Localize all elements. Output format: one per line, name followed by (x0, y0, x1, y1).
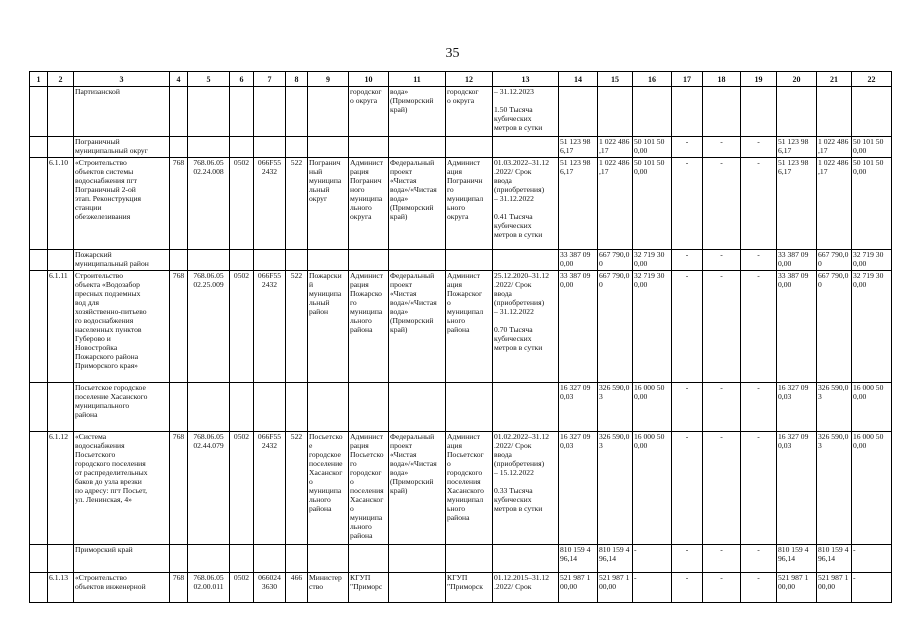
cell-col-3: «Система водоснабжения Посьетского городского поселения от распределительных баков до узла врезки по адресу: пгт Посьет, ул. Ленинская, 4» (74, 432, 170, 545)
investment-table (29, 71, 892, 603)
column-header: 8 (286, 72, 308, 87)
cell-col-4 (170, 137, 188, 158)
cell-col-8: 522 (286, 271, 308, 383)
cell-col-20: 51 123 98 6,17 (777, 158, 817, 250)
cell-col-21: 1 022 486 ,17 (817, 158, 852, 250)
cell-col-20: 51 123 98 6,17 (777, 137, 817, 158)
cell-col-17: - (672, 383, 703, 432)
cell-col-4 (170, 383, 188, 432)
cell-col-21: 326 590,0 3 (817, 432, 852, 545)
cell-col-22: 32 719 30 0,00 (852, 271, 892, 383)
cell-col-12 (446, 250, 493, 271)
cell-col-10 (349, 545, 389, 573)
cell-col-6: 0502 (230, 573, 254, 603)
cell-col-16: 16 000 50 0,00 (633, 432, 672, 545)
municipality-total-row (30, 137, 892, 158)
cell-col-19 (741, 87, 777, 137)
cell-col-10: Админист рация Пожарско го муниципа льного района (349, 271, 389, 383)
cell-col-18: - (703, 383, 741, 432)
cell-col-17: - (672, 432, 703, 545)
cell-col-12: КГУП "Приморск (446, 573, 493, 603)
column-header: 1 (30, 72, 48, 87)
column-header: 18 (703, 72, 741, 87)
cell-col-8: 522 (286, 158, 308, 250)
cell-col-5 (188, 250, 230, 271)
cell-col-3: «Строительство объектов системы водоснабжения пгт Пограничный 2-ой этап. Реконструкция станции обезжелезивания (74, 158, 170, 250)
cell-col-14: 810 159 4 96,14 (559, 545, 598, 573)
column-header: 17 (672, 72, 703, 87)
cell-col-8 (286, 250, 308, 271)
cell-col-12: Админист ация Посьетског о городского поселения Хасанского муниципал ьного района (446, 432, 493, 545)
cell-col-22: - (852, 545, 892, 573)
cell-col-21: 521 987 1 00,00 (817, 573, 852, 603)
cell-col-4: 768 (170, 432, 188, 545)
column-header: 12 (446, 72, 493, 87)
cell-col-2: 6.1.10 (48, 158, 74, 250)
cell-col-1 (30, 545, 48, 573)
cell-col-9: Посьетско е городское поселение Хасанског о муниципа льного района (308, 432, 349, 545)
cell-col-15: 326 590,0 3 (598, 383, 633, 432)
cell-col-7 (254, 545, 286, 573)
cell-col-6: 0502 (230, 271, 254, 383)
cell-col-14: 33 387 09 0,00 (559, 271, 598, 383)
cell-col-9 (308, 250, 349, 271)
cell-col-11 (389, 137, 446, 158)
cell-col-8 (286, 137, 308, 158)
cell-col-11 (389, 545, 446, 573)
cell-col-10: городског о округа (349, 87, 389, 137)
cell-col-2 (48, 250, 74, 271)
cell-col-17: - (672, 137, 703, 158)
cell-col-14: 51 123 98 6,17 (559, 137, 598, 158)
continuation-row (30, 87, 892, 137)
cell-col-3: «Строительство объектов инженерной (74, 573, 170, 603)
cell-col-15: 667 790,0 0 (598, 271, 633, 383)
cell-col-15: 1 022 486 ,17 (598, 137, 633, 158)
cell-col-4 (170, 87, 188, 137)
municipality-total-row (30, 383, 892, 432)
cell-col-20: 33 387 09 0,00 (777, 250, 817, 271)
cell-col-12 (446, 545, 493, 573)
cell-col-8: 522 (286, 432, 308, 545)
cell-col-14 (559, 87, 598, 137)
cell-col-2 (48, 137, 74, 158)
cell-col-22: - (852, 573, 892, 603)
cell-col-5: 768.06.05 02.00.011 (188, 573, 230, 603)
municipality-total-row (30, 250, 892, 271)
cell-col-5 (188, 137, 230, 158)
cell-col-16: 32 719 30 0,00 (633, 250, 672, 271)
cell-col-17: - (672, 250, 703, 271)
cell-col-9: Пожарски й муниципа льный район (308, 271, 349, 383)
cell-col-22: 32 719 30 0,00 (852, 250, 892, 271)
column-header: 3 (74, 72, 170, 87)
cell-col-3: Партизанской (74, 87, 170, 137)
cell-col-13: 01.12.2015–31.12 .2022/ Срок (493, 573, 559, 603)
cell-col-5 (188, 87, 230, 137)
object-row (30, 432, 892, 545)
cell-col-16: 32 719 30 0,00 (633, 271, 672, 383)
cell-col-18: - (703, 545, 741, 573)
column-header: 4 (170, 72, 188, 87)
cell-col-1 (30, 250, 48, 271)
cell-col-3: Посьетское городское поселение Хасанского муниципального района (74, 383, 170, 432)
cell-col-10 (349, 137, 389, 158)
cell-col-8: 466 (286, 573, 308, 603)
cell-col-2: 6.1.11 (48, 271, 74, 383)
cell-col-11 (389, 383, 446, 432)
cell-col-13: 01.02.2022–31.12 .2022/ Срок ввода (приобретения) – 15.12.2022 0.33 Тысяча кубических метров в сутки (493, 432, 559, 545)
cell-col-19: - (741, 432, 777, 545)
cell-col-1 (30, 271, 48, 383)
cell-col-2 (48, 87, 74, 137)
cell-col-19: - (741, 271, 777, 383)
column-header: 10 (349, 72, 389, 87)
object-row (30, 573, 892, 603)
cell-col-18: - (703, 250, 741, 271)
cell-col-15: 810 159 4 96,14 (598, 545, 633, 573)
cell-col-10 (349, 250, 389, 271)
cell-col-7: 066F55 2432 (254, 432, 286, 545)
column-header: 15 (598, 72, 633, 87)
column-header: 16 (633, 72, 672, 87)
cell-col-16: - (633, 573, 672, 603)
cell-col-7 (254, 250, 286, 271)
header-row (30, 72, 892, 87)
cell-col-15: 326 590,0 3 (598, 432, 633, 545)
cell-col-11: Федеральный проект «Чистая вода»/«Чистая вода» (Приморский край) (389, 158, 446, 250)
cell-col-11: вода» (Приморский край) (389, 87, 446, 137)
cell-col-6: 0502 (230, 158, 254, 250)
cell-col-2: 6.1.13 (48, 573, 74, 603)
cell-col-1 (30, 432, 48, 545)
cell-col-12 (446, 137, 493, 158)
cell-col-12: Админист ация Пограничн го муниципал ьного округа (446, 158, 493, 250)
cell-col-16 (633, 87, 672, 137)
cell-col-22 (852, 87, 892, 137)
cell-col-15: 521 987 1 00,00 (598, 573, 633, 603)
cell-col-5: 768.06.05 02.25.009 (188, 271, 230, 383)
cell-col-2 (48, 383, 74, 432)
cell-col-11: Федеральный проект «Чистая вода»/«Чистая вода» (Приморский край) (389, 432, 446, 545)
cell-col-4 (170, 545, 188, 573)
cell-col-18: - (703, 573, 741, 603)
cell-col-17: - (672, 545, 703, 573)
cell-col-19: - (741, 158, 777, 250)
cell-col-9: Министер ство (308, 573, 349, 603)
cell-col-2: 6.1.12 (48, 432, 74, 545)
cell-col-1 (30, 87, 48, 137)
municipality-total-row (30, 545, 892, 573)
cell-col-11 (389, 250, 446, 271)
cell-col-9 (308, 87, 349, 137)
cell-col-12: городског о округа (446, 87, 493, 137)
object-row (30, 158, 892, 250)
cell-col-14: 16 327 09 0,03 (559, 432, 598, 545)
cell-col-21: 810 159 4 96,14 (817, 545, 852, 573)
cell-col-14: 33 387 09 0,00 (559, 250, 598, 271)
cell-col-4: 768 (170, 158, 188, 250)
cell-col-18: - (703, 158, 741, 250)
cell-col-6 (230, 87, 254, 137)
cell-col-16: 16 000 50 0,00 (633, 383, 672, 432)
cell-col-20: 810 159 4 96,14 (777, 545, 817, 573)
cell-col-16: 50 101 50 0,00 (633, 158, 672, 250)
column-header: 7 (254, 72, 286, 87)
cell-col-6 (230, 137, 254, 158)
cell-col-16: 50 101 50 0,00 (633, 137, 672, 158)
cell-col-13: – 31.12.2023 1.50 Тысяча кубических метров в сутки (493, 87, 559, 137)
cell-col-10: КГУП "Приморс (349, 573, 389, 603)
cell-col-1 (30, 137, 48, 158)
cell-col-22: 50 101 50 0,00 (852, 137, 892, 158)
cell-col-14: 51 123 98 6,17 (559, 158, 598, 250)
cell-col-5: 768.06.05 02.44.079 (188, 432, 230, 545)
page-number: 35 (445, 46, 460, 61)
cell-col-11 (389, 573, 446, 603)
cell-col-21 (817, 87, 852, 137)
cell-col-17: - (672, 271, 703, 383)
cell-col-14: 16 327 09 0,03 (559, 383, 598, 432)
column-header: 13 (493, 72, 559, 87)
cell-col-7 (254, 87, 286, 137)
cell-col-21: 1 022 486 ,17 (817, 137, 852, 158)
cell-col-13: 01.03.2022–31.12 .2022/ Срок ввода (приобретения) – 31.12.2022 0.41 Тысяча кубических метров в сутки (493, 158, 559, 250)
cell-col-7: 066024 3630 (254, 573, 286, 603)
cell-col-7 (254, 383, 286, 432)
column-header: 6 (230, 72, 254, 87)
cell-col-8 (286, 383, 308, 432)
column-header: 11 (389, 72, 446, 87)
cell-col-13 (493, 383, 559, 432)
cell-col-8 (286, 545, 308, 573)
cell-col-1 (30, 573, 48, 603)
cell-col-1 (30, 383, 48, 432)
column-header: 22 (852, 72, 892, 87)
column-header: 20 (777, 72, 817, 87)
column-header: 14 (559, 72, 598, 87)
cell-col-19: - (741, 545, 777, 573)
cell-col-14: 521 987 1 00,00 (559, 573, 598, 603)
cell-col-6 (230, 383, 254, 432)
cell-col-3: Пожарский муниципальный район (74, 250, 170, 271)
cell-col-16: - (633, 545, 672, 573)
cell-col-9 (308, 137, 349, 158)
cell-col-15 (598, 87, 633, 137)
cell-col-6 (230, 250, 254, 271)
cell-col-10: Админист рация Погранич ного муниципа льного округа (349, 158, 389, 250)
cell-col-20: 16 327 09 0,03 (777, 432, 817, 545)
cell-col-18: - (703, 137, 741, 158)
cell-col-2 (48, 545, 74, 573)
column-header: 5 (188, 72, 230, 87)
cell-col-5 (188, 545, 230, 573)
cell-col-19: - (741, 250, 777, 271)
cell-col-22: 16 000 50 0,00 (852, 383, 892, 432)
cell-col-21: 667 790,0 0 (817, 271, 852, 383)
cell-col-20 (777, 87, 817, 137)
cell-col-18: - (703, 432, 741, 545)
column-header: 21 (817, 72, 852, 87)
cell-col-13 (493, 137, 559, 158)
cell-col-17: - (672, 573, 703, 603)
cell-col-11: Федеральный проект «Чистая вода»/«Чистая вода» (Приморский край) (389, 271, 446, 383)
cell-col-19: - (741, 137, 777, 158)
cell-col-13 (493, 250, 559, 271)
object-row (30, 271, 892, 383)
cell-col-6 (230, 545, 254, 573)
cell-col-9 (308, 545, 349, 573)
cell-col-3: Строительство объекта «Водозабор пресных подземных вод для хозяйственно-питьево го водоснабжения населенных пунктов Губерово и Новостройка Пожарского района Приморского края» (74, 271, 170, 383)
cell-col-5 (188, 383, 230, 432)
cell-col-6: 0502 (230, 432, 254, 545)
cell-col-4: 768 (170, 271, 188, 383)
cell-col-17 (672, 87, 703, 137)
cell-col-12 (446, 383, 493, 432)
cell-col-8 (286, 87, 308, 137)
cell-col-15: 667 790,0 0 (598, 250, 633, 271)
cell-col-3: Приморский край (74, 545, 170, 573)
cell-col-21: 326 590,0 3 (817, 383, 852, 432)
cell-col-19: - (741, 573, 777, 603)
cell-col-7 (254, 137, 286, 158)
cell-col-13: 25.12.2020–31.12 .2022/ Срок ввода (приобретения) – 31.12.2022 0.70 Тысяча кубических метров в сутки (493, 271, 559, 383)
cell-col-20: 16 327 09 0,03 (777, 383, 817, 432)
cell-col-4 (170, 250, 188, 271)
cell-col-5: 768.06.05 02.24.008 (188, 158, 230, 250)
cell-col-1 (30, 158, 48, 250)
cell-col-21: 667 790,0 0 (817, 250, 852, 271)
cell-col-7: 066F55 2432 (254, 158, 286, 250)
cell-col-4: 768 (170, 573, 188, 603)
cell-col-18: - (703, 271, 741, 383)
cell-col-20: 521 987 1 00,00 (777, 573, 817, 603)
cell-col-18 (703, 87, 741, 137)
cell-col-22: 16 000 50 0,00 (852, 432, 892, 545)
cell-col-3: Пограничный муниципальный округ (74, 137, 170, 158)
cell-col-19: - (741, 383, 777, 432)
cell-col-15: 1 022 486 ,17 (598, 158, 633, 250)
cell-col-12: Админист ация Пожарског о муниципал ьного района (446, 271, 493, 383)
cell-col-9: Погранич ный муниципа льный округ (308, 158, 349, 250)
cell-col-10: Админист рация Посьетско го городског о поселения Хасанског о муниципа льного района (349, 432, 389, 545)
cell-col-9 (308, 383, 349, 432)
column-header: 19 (741, 72, 777, 87)
cell-col-13 (493, 545, 559, 573)
column-header: 2 (48, 72, 74, 87)
cell-col-22: 50 101 50 0,00 (852, 158, 892, 250)
cell-col-10 (349, 383, 389, 432)
cell-col-20: 33 387 09 0,00 (777, 271, 817, 383)
column-header: 9 (308, 72, 349, 87)
cell-col-7: 066F55 2432 (254, 271, 286, 383)
cell-col-17: - (672, 158, 703, 250)
